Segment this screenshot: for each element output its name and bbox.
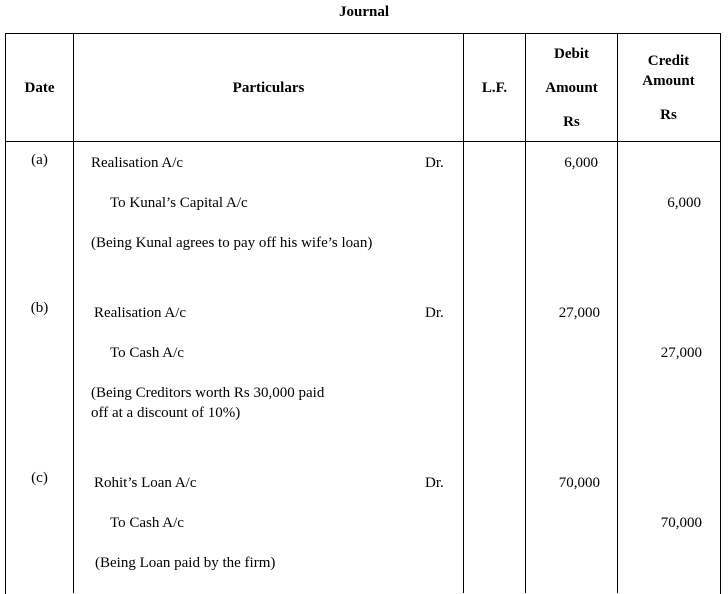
header-credit-line1: Credit <box>647 53 690 69</box>
credit-amount: 27,000 <box>660 345 702 361</box>
dr-marker: Dr. <box>425 305 444 321</box>
column-divider-particulars <box>463 33 464 593</box>
dr-marker: Dr. <box>425 155 444 171</box>
entry-label: (a) <box>31 152 48 168</box>
narration: (Being Creditors worth Rs 30,000 paid <box>91 385 325 401</box>
credit-account: To Kunal’s Capital A/c <box>110 195 248 211</box>
debit-amount: 70,000 <box>558 475 600 491</box>
debit-amount: 6,000 <box>564 155 598 171</box>
header-particulars: Particulars <box>232 80 305 96</box>
header-credit-line2: Amount <box>642 73 695 89</box>
dr-marker: Dr. <box>425 475 444 491</box>
narration: (Being Kunal agrees to pay off his wife’s loan) <box>91 235 373 251</box>
header-debit-line3: Rs <box>563 114 580 130</box>
header-divider <box>5 141 720 142</box>
credit-amount: 70,000 <box>660 515 702 531</box>
header-credit-line3: Rs <box>660 107 677 123</box>
debit-account: Realisation A/c <box>94 305 187 321</box>
credit-amount: 6,000 <box>667 195 701 211</box>
journal-title: Journal <box>338 4 389 20</box>
narration: (Being Loan paid by the firm) <box>95 555 276 571</box>
header-lf: L.F. <box>481 80 508 96</box>
column-divider-date <box>73 33 74 593</box>
credit-account: To Cash A/c <box>110 345 184 361</box>
debit-account: Rohit’s Loan A/c <box>94 475 197 491</box>
entry-label: (c) <box>31 470 48 486</box>
narration: off at a discount of 10%) <box>91 405 241 421</box>
debit-account: Realisation A/c <box>91 155 184 171</box>
header-debit-line1: Debit <box>554 46 589 62</box>
header-date: Date <box>24 80 55 96</box>
entry-label: (b) <box>30 300 49 316</box>
debit-amount: 27,000 <box>558 305 600 321</box>
header-debit-line2: Amount <box>545 80 598 96</box>
credit-account: To Cash A/c <box>110 515 184 531</box>
